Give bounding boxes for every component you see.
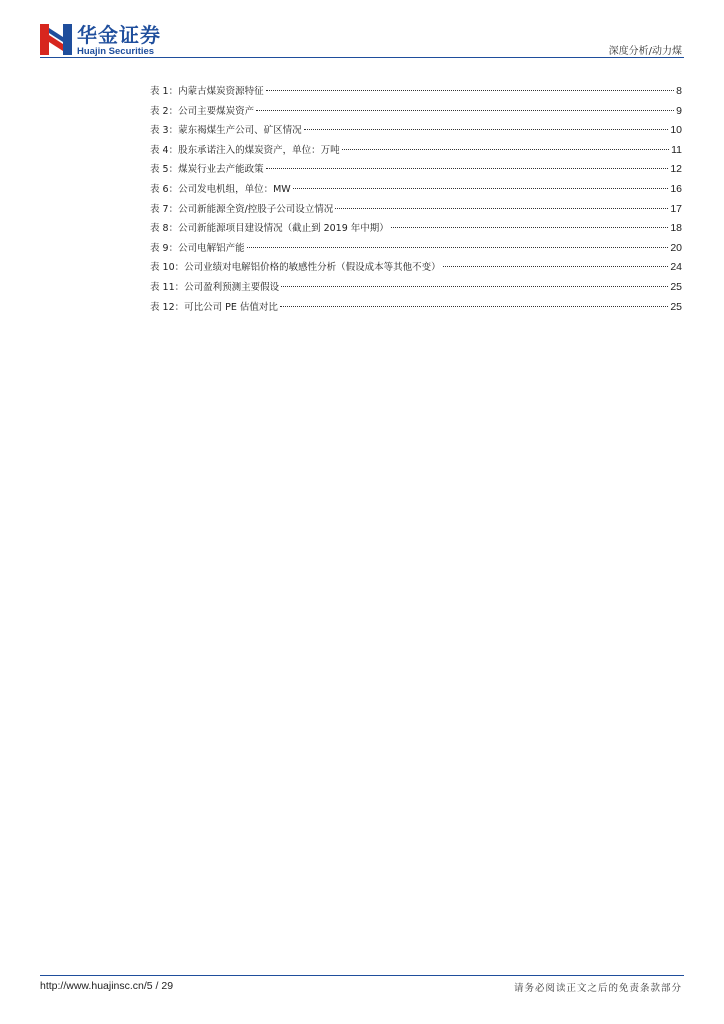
toc-entry[interactable] <box>150 121 682 141</box>
toc-entry-page-number: 20 <box>670 241 682 254</box>
toc-dot-leader <box>293 188 669 189</box>
toc-entry-page-number: 24 <box>670 261 682 274</box>
toc-dot-leader <box>304 129 669 130</box>
toc-entry-label: 表 5：煤炭行业去产能政策 <box>150 164 264 176</box>
toc-dot-leader <box>335 208 668 209</box>
toc-entry[interactable] <box>150 219 682 239</box>
footer-url-page[interactable]: http://www.huajinsc.cn/5 / 29 <box>40 980 174 992</box>
toc-dot-leader <box>443 266 669 267</box>
toc-entry-label: 表 8：公司新能源项目建设情况（截止到 2019 年中期） <box>150 223 389 235</box>
page-header <box>0 0 724 60</box>
huajin-logo-mark-icon <box>40 24 72 55</box>
toc-entry-page-number: 8 <box>676 85 682 97</box>
table-of-tables-list <box>150 82 682 317</box>
toc-entry-page-number: 12 <box>670 163 682 176</box>
logo-english-name: Huajin Securities <box>77 46 155 57</box>
toc-entry-page-number: 11 <box>671 143 682 156</box>
toc-dot-leader <box>281 286 668 287</box>
toc-dot-leader <box>256 110 674 111</box>
toc-entry-label: 表 4：股东承诺注入的煤炭资产，单位：万吨 <box>150 144 340 156</box>
toc-entry[interactable] <box>150 258 682 278</box>
toc-entry-page-number: 17 <box>670 202 682 215</box>
toc-entry-label: 表 6：公司发电机组，单位：MW <box>150 183 291 195</box>
toc-entry-page-number: 10 <box>670 124 682 137</box>
toc-entry-label: 表 11：公司盈利预测主要假设 <box>150 281 280 293</box>
toc-entry-page-number: 25 <box>670 300 682 313</box>
toc-entry-label: 表 7：公司新能源全资/控股子公司设立情况 <box>150 203 334 215</box>
report-type-label: 深度分析/动力煤 <box>608 46 682 57</box>
toc-entry[interactable] <box>150 160 682 180</box>
toc-dot-leader <box>280 306 668 307</box>
toc-dot-leader <box>391 227 669 228</box>
toc-entry-label: 表 9：公司电解铝产能 <box>150 242 245 254</box>
toc-entry[interactable] <box>150 278 682 298</box>
toc-dot-leader <box>247 247 669 248</box>
toc-entry[interactable] <box>150 102 682 122</box>
toc-entry[interactable] <box>150 298 682 318</box>
toc-dot-leader <box>266 90 675 91</box>
toc-entry-label: 表 2：公司主要煤炭资产 <box>150 105 255 117</box>
toc-entry-label: 表 1：内蒙古煤炭资源特征 <box>150 86 264 97</box>
toc-dot-leader <box>266 168 669 169</box>
footer-disclaimer: 请务必阅读正文之后的免责条款部分 <box>513 983 682 994</box>
logo-chinese-name: 华金证券 <box>77 23 161 47</box>
toc-entry[interactable] <box>150 82 682 102</box>
toc-entry-page-number: 18 <box>670 222 682 235</box>
toc-entry[interactable] <box>150 239 682 259</box>
toc-entry-page-number: 25 <box>670 280 682 293</box>
toc-entry[interactable] <box>150 141 682 161</box>
footer-divider <box>40 975 684 976</box>
toc-entry-label: 表 12：可比公司 PE 估值对比 <box>150 301 278 313</box>
toc-entry-label: 表 10：公司业绩对电解铝价格的敏感性分析（假设成本等其他不变） <box>150 262 441 274</box>
toc-entry[interactable] <box>150 180 682 200</box>
header-divider <box>40 57 684 58</box>
toc-dot-leader <box>342 149 670 150</box>
toc-entry-page-number: 9 <box>676 104 682 117</box>
toc-entry-page-number: 16 <box>670 182 682 195</box>
toc-entry-label: 表 3：蒙东褐煤生产公司、矿区情况 <box>150 125 302 137</box>
huajin-logo <box>40 24 166 56</box>
toc-entry[interactable] <box>150 200 682 220</box>
